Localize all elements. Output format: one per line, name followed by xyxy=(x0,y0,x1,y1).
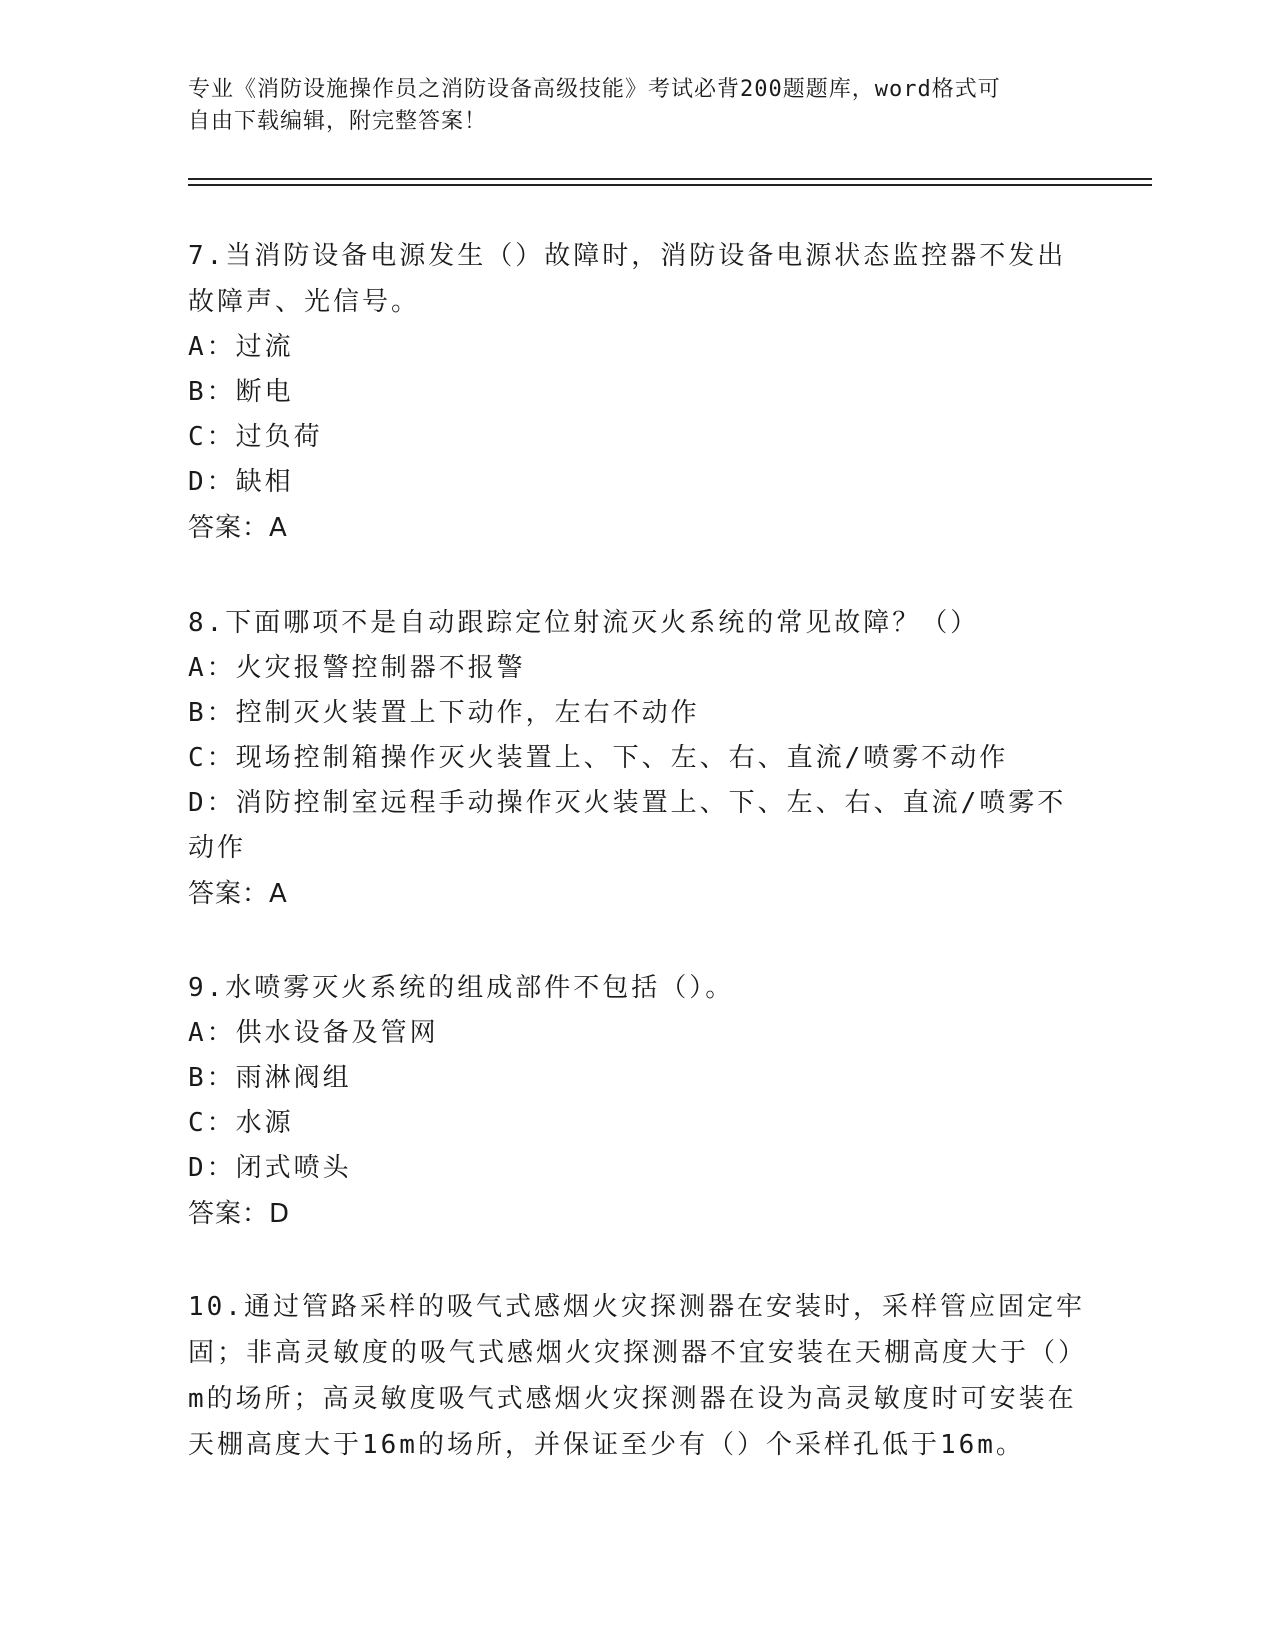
option-c: C：过负荷 xyxy=(188,422,323,452)
header-rule-top xyxy=(188,178,1152,180)
question-text: 7.当消防设备电源发生（）故障时，消防设备电源状态监控器不发出故障声、光信号。 xyxy=(188,241,1067,317)
option-c: C：水源 xyxy=(188,1108,294,1138)
header-rule-bottom xyxy=(188,184,1152,186)
option-d: D：消防控制室远程手动操作灭火装置上、下、左、右、直流/喷雾不动作 xyxy=(188,788,1067,863)
answer: 答案：D xyxy=(188,1199,291,1229)
option-a: A：供水设备及管网 xyxy=(188,1018,439,1048)
option-b: B：断电 xyxy=(188,377,294,407)
document-header xyxy=(188,74,1068,138)
question-text: 8.下面哪项不是自动跟踪定位射流灭火系统的常见故障？（） xyxy=(188,608,980,638)
option-a: A：火灾报警控制器不报警 xyxy=(188,653,526,683)
answer: 答案：A xyxy=(188,513,288,543)
question-9 xyxy=(188,965,1088,1237)
question-8 xyxy=(188,600,1088,917)
option-b: B：控制灭火装置上下动作，左右不动作 xyxy=(188,698,700,728)
question-10 xyxy=(188,1284,1088,1468)
header-line-1: 专业《消防设施操作员之消防设备高级技能》考试必背200题题库，word格式可 xyxy=(188,77,1001,102)
option-b: B：雨淋阀组 xyxy=(188,1063,352,1093)
question-text: 9.水喷雾灭火系统的组成部件不包括（）。 xyxy=(188,973,735,1003)
question-text: 10.通过管路采样的吸气式感烟火灾探测器在安装时，采样管应固定牢固；非高灵敏度的吸气式感烟火灾探测器不宜安装在天棚高度大于（）m的场所；高灵敏度吸气式感烟火灾探测器在设为高灵敏度时可安装在天棚高度大于16m的场所，并保证至少有（）个采样孔低于16m。 xyxy=(188,1292,1088,1460)
option-c: C：现场控制箱操作灭火装置上、下、左、右、直流/喷雾不动作 xyxy=(188,743,1009,773)
option-d: D：闭式喷头 xyxy=(188,1153,352,1183)
option-d: D：缺相 xyxy=(188,467,294,497)
header-line-2: 自由下载编辑，附完整答案！ xyxy=(188,109,488,134)
question-7 xyxy=(188,233,1088,551)
answer: 答案：A xyxy=(188,879,288,909)
option-a: A：过流 xyxy=(188,332,294,362)
